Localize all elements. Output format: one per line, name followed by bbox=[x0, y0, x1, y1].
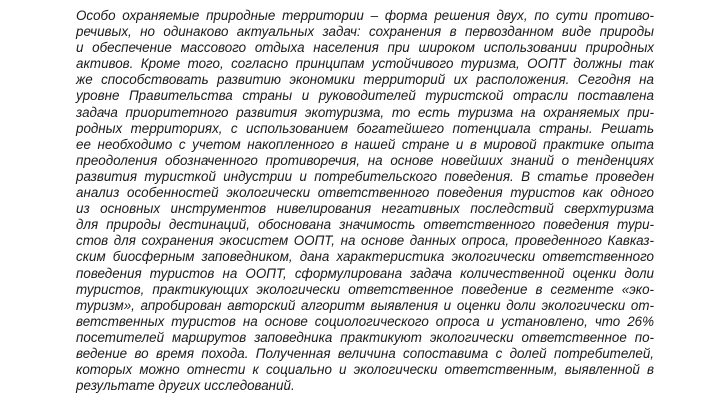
abstract-line: речивых, но одинаково актуальных задач: сохранения в первозданном виде природы bbox=[76, 24, 654, 40]
abstract-line: же способствовать развитию экономики территорий их расположения. Сегодня на bbox=[76, 72, 654, 88]
abstract-line: ским биосферным заповедником, дана характеристика экологически ответственного bbox=[76, 249, 654, 265]
abstract-line: стов для сохранения экосистем ООПТ, на основе данных опроса, проведенного Кавказ- bbox=[76, 233, 654, 249]
abstract-line: посетителей маршрутов заповедника практикуют экологически ответственное по- bbox=[76, 329, 654, 345]
abstract-line: анализ особенностей экологически ответственного поведения туристов как одного bbox=[76, 185, 654, 201]
abstract-line: родных территориях, с использованием богатейшего потенциала страны. Решать bbox=[76, 120, 654, 136]
abstract-line: развития туристкой индустрии и потребительского поведения. В статье проведен bbox=[76, 168, 654, 184]
abstract-line: результате других исследований. bbox=[76, 378, 295, 394]
abstract-line: уровне Правительства страны и руководителей туристской отрасли поставлена bbox=[76, 88, 654, 104]
abstract-line: ведение во время похода. Полученная величина сопоставима с долей потребителей, bbox=[76, 345, 654, 361]
abstract-line: преодоления обозначенного противоречия, на основе новейших знаний о тенденциях bbox=[76, 152, 654, 168]
abstract-line: и обеспечение массового отдыха населения при широком использовании природных bbox=[76, 40, 654, 56]
abstract-text bbox=[76, 8, 654, 394]
abstract-line: поведения туристов на ООПТ, сформулирована задача количественной оценки доли bbox=[76, 265, 654, 281]
abstract-line: из основных инструментов нивелирования негативных последствий сверхтуризма bbox=[76, 201, 654, 217]
abstract-line: туризм», апробирован авторский алгоритм выявления и оценки доли экологически от- bbox=[76, 297, 654, 313]
abstract-line: туристов, практикующих экологически ответственное поведение в сегменте «эко- bbox=[76, 281, 654, 297]
abstract-line: активов. Кроме того, согласно принципам устойчивого туризма, ООПТ должны так bbox=[76, 56, 654, 72]
abstract-line: для природы дестинаций, обоснована значимость ответственного поведения тури- bbox=[76, 217, 654, 233]
abstract-line: ее необходимо с учетом накопленного в нашей стране и в мировой практике опыта bbox=[76, 136, 654, 152]
abstract-line: ветственных туристов на основе социологического опроса и установлено, что 26% bbox=[76, 313, 654, 329]
abstract-line: Особо охраняемые природные территории – форма решения двух, по сути противо- bbox=[76, 8, 654, 23]
abstract-line: которых можно отнести к социально и экологически ответственным, выявленной в bbox=[76, 362, 654, 378]
abstract-line: задача приоритетного развития экотуризма, то есть туризма на охраняемых при- bbox=[76, 104, 654, 120]
